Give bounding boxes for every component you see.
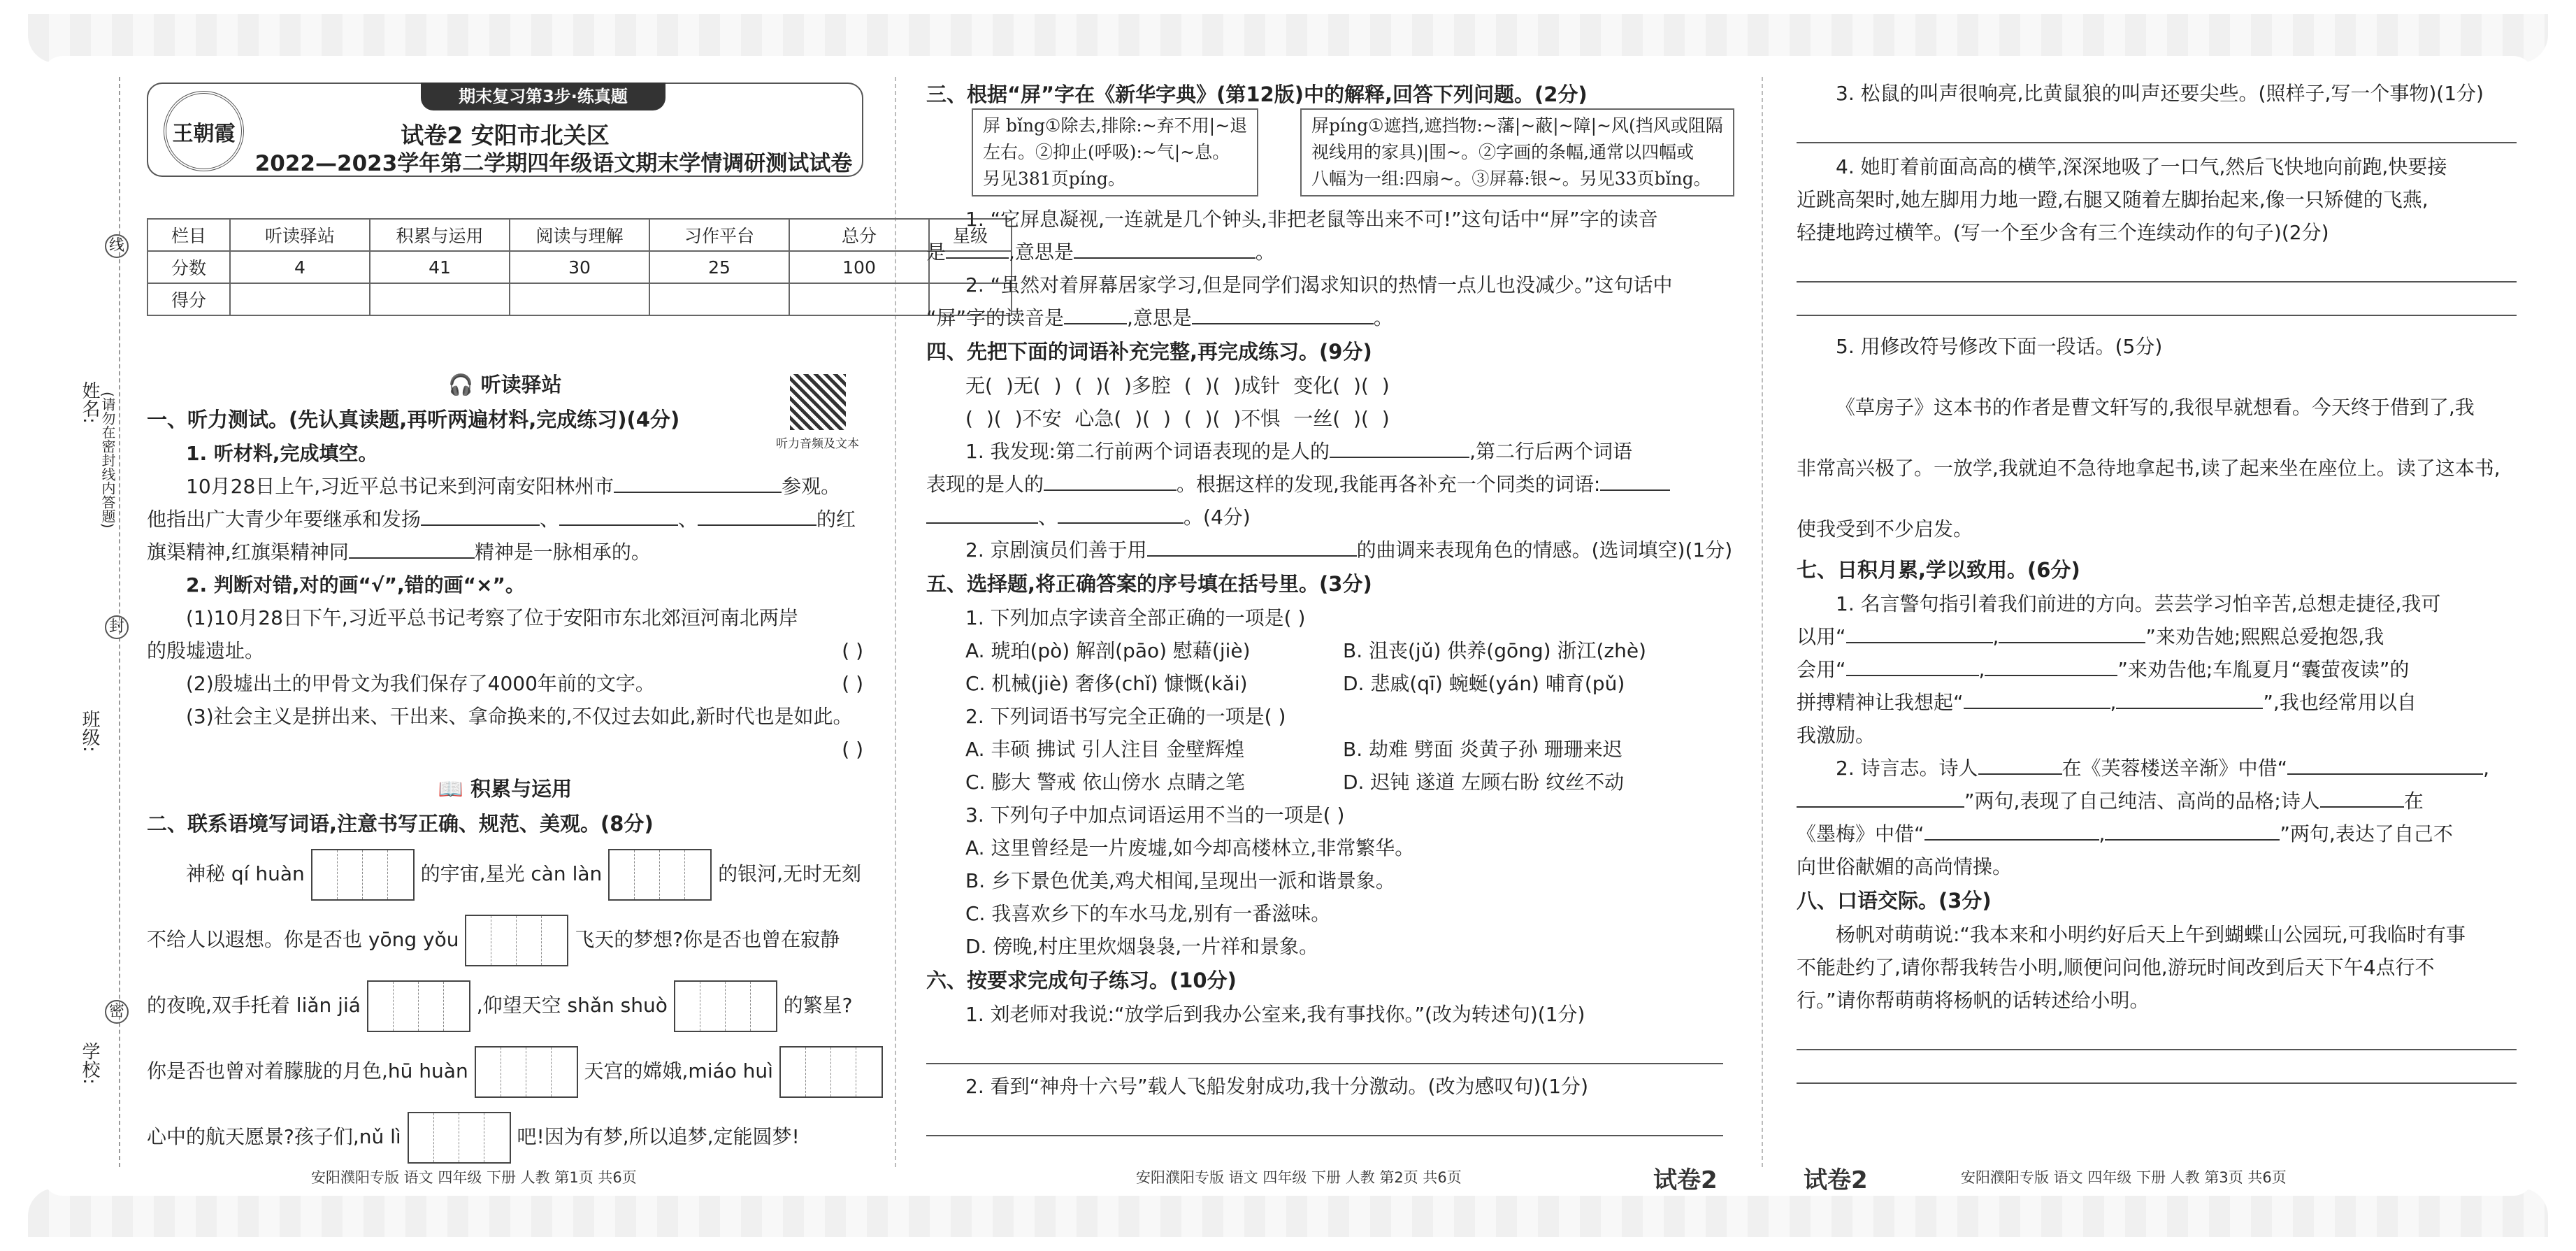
answer-blank[interactable]	[1064, 303, 1127, 324]
answer-blank[interactable]	[1058, 503, 1183, 524]
question-text: 你是否也曾对着朦胧的月色,hū huàn 天宫的嫦娥,miáo huì	[147, 1038, 863, 1104]
edit-paragraph[interactable]: 非常高兴极了。一放学,我就迫不急待地拿起书,读了起来坐在座位上。读了这本书,	[1797, 457, 2501, 480]
question-text: (1)10月28日下午,习近平总书记考察了位于安阳市东北郊洹河南北两岸	[186, 606, 798, 629]
answer-blank[interactable]	[421, 505, 540, 526]
answer-blank[interactable]	[349, 538, 475, 559]
option-row[interactable]: D. 傍晚,村庄里炊烟袅袅,一片祥和景象。	[965, 935, 1319, 958]
answer-blank[interactable]	[1846, 655, 1979, 676]
juan-label: 试卷2	[1804, 1166, 1868, 1194]
answer-blank[interactable]	[1999, 622, 2145, 643]
side-school-label: 学校:	[79, 1042, 100, 1085]
answer-line[interactable]	[1797, 249, 2517, 283]
question-text: 不能赴约了,请你帮我转告小明,顺便问问他,游玩时间改到后天下午4点行不	[1797, 956, 2435, 979]
question-text: 的殷墟遗址。 ( )	[147, 634, 863, 667]
side-class-label: 班级:	[79, 710, 100, 752]
answer-blank[interactable]	[1330, 437, 1469, 458]
question-text: 2. 诗言志。诗人 在《芙蓉楼送辛渐》中借“ ,	[1797, 752, 2517, 785]
question-text: 会用“ , ”来劝告他;车胤夏月“囊萤夜读”的	[1797, 653, 2517, 686]
question-text: 心中的航天愿景?孩子们,nǔ lì 吧!因为有梦,所以追梦,定能圆梦!	[147, 1104, 863, 1170]
question-text: 1. 刘老师对我说:“放学后到我办公室来,我有事找你。”(改为转述句)(1分)	[965, 1003, 1585, 1026]
question-text: 我激励。	[1797, 724, 1876, 747]
answer-line[interactable]	[1797, 283, 2517, 316]
question-text: 5. 用修改符号修改下面一段话。(5分)	[1836, 335, 2163, 358]
writing-grid[interactable]	[779, 1046, 883, 1098]
answer-blank[interactable]	[1964, 688, 2110, 709]
dictionary-box-ping	[1300, 108, 1734, 196]
score-input-cell[interactable]	[649, 283, 789, 315]
page-footer: 安阳濮阳专版 语文 四年级 下册 人教 第2页 共6页	[1136, 1169, 1462, 1186]
question-3: 三、根据“屏”字在《新华字典》(第12版)中的解释,回答下列问题。(2分)	[926, 83, 1588, 106]
answer-blank[interactable]	[698, 505, 816, 526]
option-row[interactable]: A. 这里曾经是一片废墟,如今却高楼林立,非常繁华。	[965, 836, 1415, 859]
question-text: 神秘 qí huàn 的宇宙,星光 càn làn 的银河,无时无刻	[147, 841, 863, 907]
option-row[interactable]: B. 乡下景色优美,鸡犬相闻,呈现出一派和谐景象。	[965, 869, 1395, 892]
option-row[interactable]: C. 膨大 警戒 依山傍水 点睛之笔 D. 迟钝 遂道 左顾右盼 纹丝不动	[965, 771, 1625, 794]
section-heading-accumulate: 📖 积累与运用	[438, 777, 573, 801]
question-6: 六、按要求完成句子练习。(10分)	[926, 968, 1237, 992]
answer-blank[interactable]	[1074, 238, 1255, 259]
score-cell: 阅读与理解	[510, 219, 649, 251]
question-text: ”两句,表现了自己纯洁、高尚的品格;诗人 在	[1797, 785, 2517, 817]
question-text: 1. 名言警句指引着我们前进的方向。芸芸学习怕辛苦,总想走捷径,我可	[1836, 592, 2441, 615]
score-input-cell[interactable]	[510, 283, 649, 315]
edit-paragraph[interactable]: 使我受到不少启发。	[1797, 517, 1973, 541]
section-heading-listen: 🎧 听读驿站	[448, 373, 562, 396]
side-note: (请勿在密封线内答题)	[99, 392, 116, 529]
writing-grid[interactable]	[408, 1112, 511, 1164]
question-text: 1. 我发现:第二行前两个词语表现的是人的 ,第二行后两个词语	[926, 435, 1723, 468]
question-text: 杨帆对萌萌说:“我本来和小明约好后天上午到蝴蝶山公园玩,可我临时有事	[1836, 923, 2466, 946]
question-text: (3)社会主义是拼出来、干出来、拿命换来的,不仅过去如此,新时代也是如此。	[186, 705, 853, 728]
answer-blank[interactable]	[2116, 688, 2263, 709]
score-input-cell[interactable]	[370, 283, 510, 315]
question-text: 、 。(4分)	[926, 501, 1723, 534]
question-text: 以用“ , ”来劝告她;熙熙总爱抱怨,我	[1797, 620, 2517, 653]
answer-blank[interactable]	[2287, 754, 2483, 775]
question-text: 2. “虽然对着屏幕居家学习,但是同学们渴求知识的热情一点儿也没减少。”这句话中	[965, 273, 1673, 296]
question-text: 表现的是人的 。根据这样的发现,我能再各补充一个同类的词语:	[926, 468, 1723, 501]
question-text: 他指出广大青少年要继承和发扬 、 、 的红	[147, 503, 863, 536]
score-cell: 积累与运用	[370, 219, 510, 251]
writing-grid[interactable]	[475, 1046, 578, 1098]
question-text: 不给人以遐想。你是否也 yōng yǒu 飞天的梦想?你是否也曾在寂静	[147, 907, 863, 973]
writing-grid[interactable]	[367, 980, 470, 1032]
qr-label: 听力音频及文本	[776, 437, 859, 451]
question-text: (2)殷墟出土的甲骨文为我们保存了4000年前的文字。 ( )	[147, 667, 863, 700]
side-name-label: 姓名:	[79, 381, 100, 424]
question-4: 四、先把下面的词语补充完整,再完成练习。(9分)	[926, 340, 1372, 364]
answer-blank[interactable]	[1797, 787, 1964, 808]
question-8: 八、口语交际。(3分)	[1797, 889, 1992, 913]
dict-line: 视线用的家具)|围~。②字画的条幅,通常以四幅或	[1311, 142, 1694, 162]
score-cell: 星级	[929, 219, 1012, 251]
seal-mark: 封	[105, 615, 129, 639]
answer-blank[interactable]	[1924, 820, 2099, 841]
exam-banner	[147, 83, 863, 177]
banner-tab: 期末复习第3步·练真题	[421, 83, 665, 110]
dict-line: 另见381页píng。	[983, 169, 1125, 189]
question-text: 10月28日上午,习近平总书记来到河南安阳林州市 参观。	[147, 470, 863, 503]
idiom-row[interactable]: ( )( )不安 心急( )( ) ( )( )不惧 一丝( )( )	[965, 407, 1390, 430]
question-text: 2. 下列词语书写完全正确的一项是( )	[965, 705, 1286, 728]
answer-blank[interactable]	[1147, 536, 1357, 557]
score-cell: 习作平台	[649, 219, 789, 251]
score-cell: 41	[370, 251, 510, 283]
score-cell: 栏目	[147, 219, 230, 251]
dict-line: 屏píng①遮挡,遮挡物:~藩|~蔽|~障|~风(挡风或阻隔	[1311, 115, 1723, 136]
question-text: 行。”请你帮萌萌将杨帆的话转述给小明。	[1797, 989, 2150, 1012]
dict-line: 左右。②抑止(呼吸):~气|~息。	[983, 142, 1230, 162]
answer-blank[interactable]	[1192, 303, 1374, 324]
edit-paragraph[interactable]: 《草房子》这本书的作者是曹文轩写的,我很早就想看。今天终于借到了,我	[1836, 396, 2475, 419]
answer-line[interactable]	[926, 1103, 1723, 1136]
score-cell: 得分	[147, 283, 230, 315]
question-text: 1. 听材料,完成填空。	[186, 442, 378, 465]
answer-line[interactable]	[926, 1031, 1723, 1064]
score-cell: 分数	[147, 251, 230, 283]
answer-blank[interactable]	[614, 472, 782, 493]
question-text: 旗渠精神,红旗渠精神同 精神是一脉相承的。	[147, 536, 863, 569]
dictionary-box-bing	[972, 108, 1258, 196]
question-1: 一、听力测试。(先认真读题,再听两遍材料,完成练习)(4分)	[147, 408, 680, 431]
score-cell: 25	[649, 251, 789, 283]
answer-paren[interactable]: ( )	[842, 639, 863, 662]
answer-line[interactable]	[1797, 1017, 2517, 1050]
writing-grid[interactable]	[674, 980, 777, 1032]
question-text: 2. 看到“神舟十六号”载人飞船发射成功,我十分激动。(改为感叹句)(1分)	[965, 1075, 1589, 1098]
option-row[interactable]: A. 丰硕 拂试 引人注目 金壁辉煌 B. 劫难 劈面 炎黄子孙 珊珊来迟	[965, 738, 1622, 761]
answer-blank[interactable]	[559, 505, 678, 526]
question-text: 1. 下列加点字读音全部正确的一项是( )	[965, 606, 1306, 629]
answer-line[interactable]	[1797, 1050, 2517, 1084]
score-cell: 100	[789, 251, 929, 283]
question-text: 是 ,意思是 。	[926, 236, 1723, 269]
score-input-cell[interactable]	[230, 283, 370, 315]
answer-blank[interactable]	[1978, 754, 2062, 775]
answer-blank[interactable]	[1600, 470, 1670, 491]
dict-line: 八幅为一组:四扇~。③屏幕:银~。另见33页bǐng。	[1311, 169, 1711, 189]
writing-grid[interactable]	[608, 849, 712, 901]
option-row[interactable]: C. 机械(jiè) 奢侈(chǐ) 慷慨(kǎi) D. 悲戚(qī) 蜿蜒(yán) 哺育(pǔ)	[965, 672, 1625, 695]
answer-line[interactable]	[1797, 110, 2517, 143]
juan-title: 试卷2 安阳市北关区	[401, 122, 610, 149]
page-footer: 安阳濮阳专版 语文 四年级 下册 人教 第3页 共6页	[1961, 1169, 2287, 1186]
answer-blank[interactable]	[2105, 820, 2280, 841]
answer-blank[interactable]	[1044, 470, 1177, 491]
score-table	[147, 218, 1012, 316]
answer-blank[interactable]	[2320, 787, 2404, 808]
page-footer: 安阳濮阳专版 语文 四年级 下册 人教 第1页 共6页	[311, 1169, 637, 1186]
answer-blank[interactable]	[926, 503, 1038, 524]
juan-label: 试卷2	[1653, 1166, 1718, 1194]
question-text: 3. 下列句子中加点词语运用不当的一项是( )	[965, 803, 1345, 827]
score-cell: 总分	[789, 219, 929, 251]
answer-paren[interactable]: ( )	[842, 672, 863, 695]
question-5: 五、选择题,将正确答案的序号填在括号里。(3分)	[926, 572, 1372, 596]
brand-logo: 王朝霞	[164, 91, 244, 171]
answer-paren[interactable]: ( )	[842, 738, 863, 761]
score-input-cell[interactable]	[789, 283, 929, 315]
question-text: 3. 松鼠的叫声很响亮,比黄鼠狼的叫声还要尖些。(照样子,写一个事物)(1分)	[1836, 82, 2484, 105]
score-cell: 听读驿站	[230, 219, 370, 251]
question-text: 2. 判断对错,对的画“√”,错的画“×”。	[186, 573, 525, 596]
writing-grid[interactable]	[465, 915, 568, 966]
question-2: 二、联系语境写词语,注意书写正确、规范、美观。(8分)	[147, 812, 654, 836]
page-divider	[1762, 77, 1763, 1167]
question-text: 的夜晚,双手托着 liǎn jiá ,仰望天空 shǎn shuò 的繁星?	[147, 973, 863, 1038]
answer-blank[interactable]	[946, 238, 1009, 259]
question-text: 拼搏精神让我想起“ , ”,我也经常用以自	[1797, 686, 2517, 719]
dict-line: 屏 bǐng①除去,排除:~弃不用|~退	[983, 115, 1248, 136]
question-text: 轻捷地跨过横竿。(写一个至少含有三个连续动作的句子)(2分)	[1797, 221, 2329, 244]
question-7: 七、日积月累,学以致用。(6分)	[1797, 558, 2080, 582]
answer-blank[interactable]	[1846, 622, 1993, 643]
answer-blank[interactable]	[1985, 655, 2117, 676]
seal-mark: 密	[105, 1000, 129, 1024]
option-row[interactable]: A. 琥珀(pò) 解剖(pāo) 慰藉(jiè) B. 沮丧(jǔ) 供养(gōng) 浙江(zhè)	[965, 639, 1646, 662]
score-cell: 30	[510, 251, 649, 283]
question-text: 向世俗献媚的高尚情操。	[1797, 855, 2013, 878]
option-row[interactable]: C. 我喜欢乡下的车水马龙,别有一番滋味。	[965, 902, 1331, 925]
question-text: 2. 京剧演员们善于用 的曲调来表现角色的情感。(选词填空)(1分)	[926, 534, 1723, 566]
exam-title: 2022—2023学年第二学期四年级语文期末学情调研测试试卷	[254, 151, 853, 176]
question-text: 4. 她盯着前面高高的横竿,深深地吸了一口气,然后飞快地向前跑,快要接	[1836, 155, 2447, 178]
question-text: 《墨梅》中借“ , ”两句,表达了自己不	[1797, 817, 2517, 850]
score-cell: 4	[230, 251, 370, 283]
idiom-row[interactable]: 无( )无( ) ( )( )多腔 ( )( )成针 变化( )( )	[965, 374, 1390, 397]
question-text: 1. “它屏息凝视,一连就是几个钟头,非把老鼠等出来不可!”这句话中“屏”字的读音	[965, 208, 1658, 231]
question-text: 近跳高架时,她左脚用力地一蹬,右腿又随着左脚抬起来,像一只矫健的飞燕,	[1797, 188, 2429, 211]
question-text: “屏”字的读音是 ,意思是 。	[926, 301, 1723, 334]
writing-grid[interactable]	[311, 849, 415, 901]
seal-mark: 线	[105, 234, 129, 258]
